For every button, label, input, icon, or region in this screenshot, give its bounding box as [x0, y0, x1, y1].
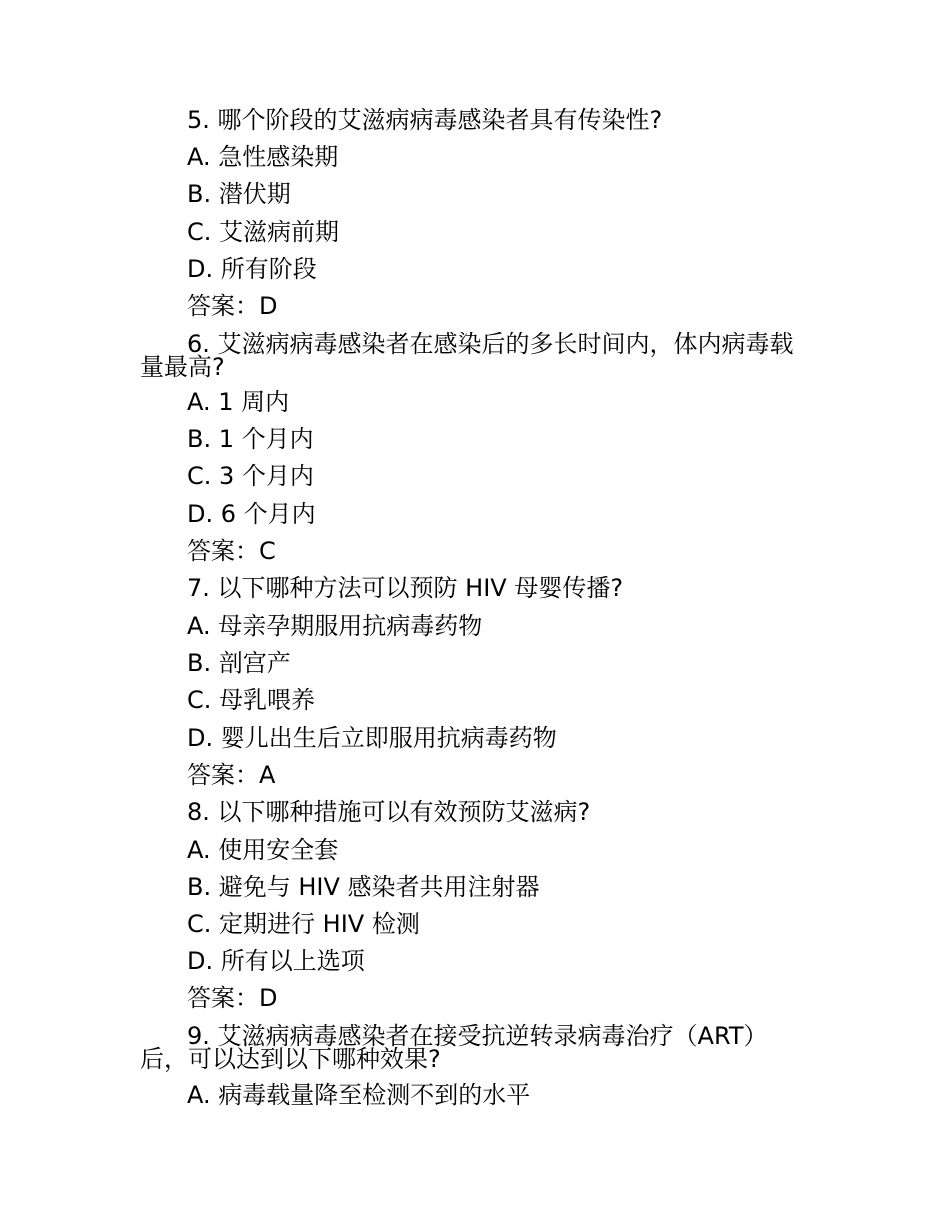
question-6-option-b: B. 1 个月内: [187, 425, 314, 453]
question-6-text-line2: 量最高?: [140, 353, 225, 381]
question-6-option-a: A. 1 周内: [187, 388, 290, 416]
question-7-option-d: D. 婴儿出生后立即服用抗病毒药物: [187, 724, 557, 752]
question-7-option-c: C. 母乳喂养: [187, 686, 316, 714]
question-5-option-d: D. 所有阶段: [187, 255, 317, 283]
question-8-text: 8. 以下哪种措施可以有效预防艾滋病?: [187, 798, 591, 826]
question-5-answer: 答案：D: [187, 292, 278, 320]
question-8-option-c: C. 定期进行 HIV 检测: [187, 910, 420, 938]
question-7-answer: 答案：A: [187, 761, 276, 789]
question-5-option-c: C. 艾滋病前期: [187, 218, 340, 246]
question-6-text-line1: 6. 艾滋病病毒感染者在感染后的多长时间内，体内病毒载: [187, 330, 794, 358]
question-8-option-d: D. 所有以上选项: [187, 947, 365, 975]
question-8-answer: 答案：D: [187, 984, 278, 1012]
question-9-option-a: A. 病毒载量降至检测不到的水平: [187, 1081, 531, 1109]
question-8-option-a: A. 使用安全套: [187, 836, 339, 864]
question-8-option-b: B. 避免与 HIV 感染者共用注射器: [187, 873, 540, 901]
question-6-option-d: D. 6 个月内: [187, 500, 316, 528]
question-5-option-b: B. 潜伏期: [187, 180, 291, 208]
question-7-option-b: B. 剖宫产: [187, 649, 291, 677]
question-5-text: 5. 哪个阶段的艾滋病病毒感染者具有传染性?: [187, 106, 663, 134]
question-6-answer: 答案：C: [187, 537, 276, 565]
question-6-option-c: C. 3 个月内: [187, 462, 314, 490]
question-5-option-a: A. 急性感染期: [187, 143, 339, 171]
question-7-option-a: A. 母亲孕期服用抗病毒药物: [187, 612, 483, 640]
question-7-text: 7. 以下哪种方法可以预防 HIV 母婴传播?: [187, 574, 624, 602]
question-9-text-line1: 9. 艾滋病病毒感染者在接受抗逆转录病毒治疗（ART）: [187, 1022, 768, 1050]
question-9-text-line2: 后，可以达到以下哪种效果?: [140, 1045, 441, 1073]
